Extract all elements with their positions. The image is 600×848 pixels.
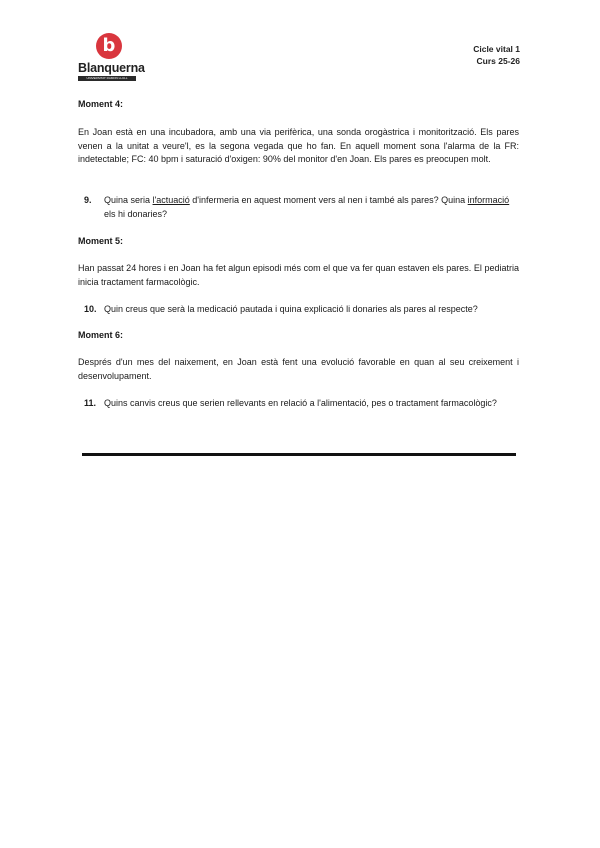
moment-4-section xyxy=(78,98,519,112)
moment-5-paragraph: Han passat 24 hores i en Joan ha fet algun episodi més com el que va fer quan estaven els pares. El pediatria inicia tractament farmacològic. xyxy=(78,263,519,287)
blanquerna-logo xyxy=(78,33,145,81)
underlined-informacio: informació xyxy=(467,195,510,205)
logo-wordmark: Blanquerna xyxy=(78,61,145,75)
logo-subtext: UNIVERSITAT RAMON LLULL xyxy=(78,76,136,81)
course-title: Cicle vital 1 xyxy=(473,44,520,54)
moment-5-section xyxy=(78,235,519,249)
moment-4-body xyxy=(78,126,519,167)
question-11-text: Quins canvis creus que serien rellevants en relació a l'alimentació, pes o tractament farmacològic? xyxy=(104,398,497,408)
moment-5-title: Moment 5: xyxy=(78,236,123,246)
question-10-text: Quin creus que serà la medicació pautada i quina explicació li donaries als pares al respecte? xyxy=(104,304,478,314)
course-year: Curs 25-26 xyxy=(476,56,520,66)
question-10-number: 10. xyxy=(84,304,97,314)
moment-4-title: Moment 4: xyxy=(78,99,123,109)
question-9 xyxy=(78,194,519,221)
moment-5-body xyxy=(78,262,519,289)
question-10 xyxy=(78,303,519,317)
moment-6-body xyxy=(78,356,519,383)
horizontal-divider xyxy=(82,453,516,456)
moment-6-section xyxy=(78,329,519,343)
question-11-number: 11. xyxy=(84,398,97,408)
question-9-text: Quina seria l'actuació d'infermeria en aquest moment vers al nen i també als pares? Quina informació els hi donaries? xyxy=(104,195,510,219)
underlined-actuacio: l'actuació xyxy=(152,195,190,205)
logo-mark-icon: b xyxy=(96,33,122,59)
question-9-number: 9. xyxy=(84,195,92,205)
moment-4-paragraph: En Joan està en una incubadora, amb una via perifèrica, una sonda orogàstrica i monitorització. Els pares venen a la unitat a veure'l, es la segona vegada que ho fan. En aquell moment sona l'alarma de la FR: indetectable; FC: 40 bpm i saturació d'oxigen: 90% del monitor d'en Joan. Els pares es preocupen molt. xyxy=(78,127,519,164)
question-11 xyxy=(78,397,519,411)
moment-6-title: Moment 6: xyxy=(78,330,123,340)
moment-6-paragraph: Després d'un mes del naixement, en Joan està fent una evolució favorable en quan al seu creixement i desenvolupament. xyxy=(78,357,519,381)
course-info xyxy=(473,43,520,67)
